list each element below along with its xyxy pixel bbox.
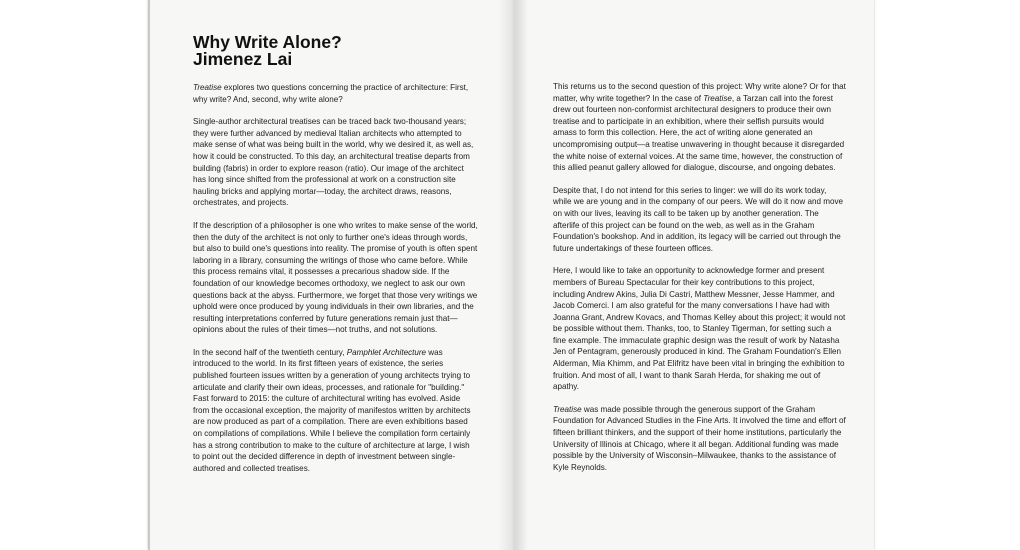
paragraph xyxy=(553,81,846,174)
book-gutter xyxy=(498,0,528,550)
paragraph-text: was made possible through the generous support of the Graham Foundation for Advanced Studies in the Fine Arts. It involved the time and effort of fifteen brilliant thinkers, and the support of their home institutions, particularly the University of Illinois at Chicago, where it all began. Additional funding was made possible by the University of Wisconsin–Milwaukee, thanks to the assistance of Kyle Reynolds. xyxy=(553,404,846,472)
paragraph-text: Here, I would like to take an opportunity to acknowledge former and present members of Bureau Spectacular for their key contributions to this project, including Andrew Akins, Julia Di Castri, Matthew Messner, Jesse Hammer, and Jacob Comerci. I am also grateful for the many conversations I have had with Joanna Grant, Andrew Kovacs, and Thomas Kelley about this project; it would not be possible without them. Thanks, too, to Stanley Tigerman, for setting such a fine example. The immaculate graphic design was the result of work by Natasha Jen of Pentagram, generously produced in kind. The Graham Foundation's Ellen Alderman, Mia Khimm, and Pat Elifritz have been vital in bringing the exhibition to fruition. And most of all, I want to thank Sarah Herda, for shaking me out of apathy. xyxy=(553,266,846,392)
paragraph-text: This returns us to the second question of this project: Why write alone? Or for that matter, why write together? In the case of xyxy=(553,82,846,103)
page-edge xyxy=(148,0,150,550)
paragraph xyxy=(193,220,478,336)
paragraph xyxy=(553,265,846,393)
italic-title: Treatise xyxy=(193,83,222,92)
paragraph xyxy=(193,347,478,475)
essay-title xyxy=(193,34,478,68)
paragraph-text: was introduced to the world. In its first fifteen years of existence, the series published fourteen issues written by a generation of young architects trying to articulate and clarify their own ideas, processes, and rationale for "building." Fast forward to 2015: the culture of architectural writing has evolved. Aside from the occasional exception, the majority of manifestos written by architects are now produced as part of a compilation. There are even exhibitions based on compilations of compilations. While I believe the compilation form certainly has a strong contribution to make to the culture of architecture at large, I wish to point out the decided difference in depth of investment between single-authored and collected treatises. xyxy=(193,347,471,473)
italic-title: Pamphlet Architecture xyxy=(346,347,427,357)
right-page xyxy=(553,81,846,484)
paragraph xyxy=(553,404,846,474)
paragraph-text: If the description of a philosopher is one who writes to make sense of the world, then the duty of the architect is not only to further one's ideas through words, but also to build one's questions into reality. The promise of youth is often spent laboring in a library, consuming the writings of those who came before. While this process remains vital, it possesses a precarious shadow side. If the foundation of our knowledge becomes orthodoxy, we neglect to ask our own questions back at the abyss. Furthermore, we forget that those very writings we uphold were once produced by young individuals in their own libraries, and the resulting interpretations conferred by future generations remain just that—opinions about the rules of their times—not truths, and not solutions. xyxy=(193,220,478,335)
paragraph xyxy=(193,82,478,105)
paragraph xyxy=(553,185,846,255)
paragraph-text: Despite that, I do not intend for this series to linger: we will do its work today, while we are young and in the company of our peers. We will do it now and move on with our lives, leaving its call to be taken up by another generation. The afterlife of this project can be found on the web, as well as in the Graham Foundation's bookshop. And in addition, its legacy will be carried out through the future undertakings of these fourteen offices. xyxy=(553,185,844,253)
paragraph-text: explores two questions concerning the practice of architecture: First, why write? And, second, why write alone? xyxy=(193,83,469,104)
paragraph-text: Single-author architectural treatises can be traced back two-thousand years; they were further advanced by medieval Italian architects who attempted to make sense of what was being built in the world, why we desired it, as well as, how it could be constructed. To this day, an architectural treatise departs from building (fabris) in order to explore reason (ratio). Our image of the architect has long since shifted from the professional at work on a construction site hauling bricks and applying mortar—today, the architect draws, reasons, orchestrates, and projects. xyxy=(193,117,474,208)
paragraph-text: , a Tarzan call into the forest drew out fourteen non-conformist architectural designers to produce their own treatise and to participate in an exhibition, where their selfish pursuits would amass to form this collection. Here, the act of writing alone generated an uncompromising output—a treatise unwavering in thought because it disregarded the white noise of external voices. At the same time, however, the construction of this allied peanut gallery allowed for dialogue, discourse, and ongoing debates. xyxy=(553,93,845,173)
paragraph xyxy=(193,116,478,209)
italic-title: Treatise xyxy=(703,93,732,103)
title-line: Why Write Alone? xyxy=(193,32,342,52)
left-page xyxy=(193,34,478,485)
italic-title: Treatise xyxy=(553,404,582,414)
paragraph-text: In the second half of the twentieth century, xyxy=(193,347,347,357)
author-name: Jimenez Lai xyxy=(193,49,293,69)
